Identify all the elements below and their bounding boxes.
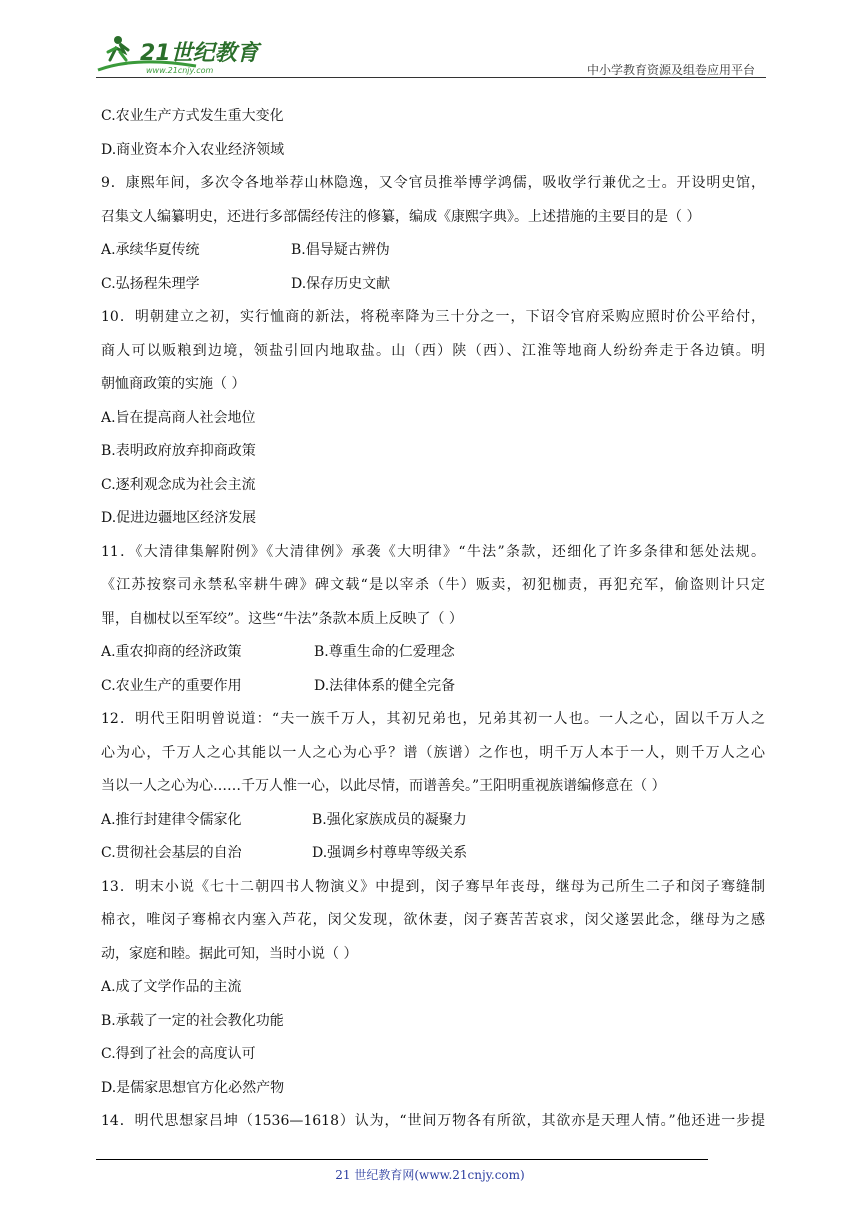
header-divider — [96, 77, 766, 78]
question-12-text: 心为心，千万人之心其能以一人之心为心乎？谱（族谱）之作也，明千万人本于一人，则千万人之心 — [101, 744, 765, 761]
option-c: C.弘扬程朱理学 — [101, 275, 200, 292]
option-a: A.旨在提高商人社会地位 — [101, 409, 256, 426]
option-b: B.倡导疑古辨伪 — [291, 242, 390, 258]
option-a: A.成了文学作品的主流 — [101, 979, 242, 995]
option-a: A.推行封建律令儒家化 — [101, 811, 242, 828]
question-12-options-row — [101, 804, 765, 838]
question-10-text: 10．明朝建立之初，实行恤商的新法，将税率降为三十分之一，下诏令官府采购应照时价公平给付， — [101, 309, 765, 325]
option-d: D.法律体系的健全完备 — [314, 677, 456, 694]
footer-source: 21 世纪教育网(www.21cnjy.com) — [335, 1168, 525, 1182]
svg-text:21世纪教育: 21世纪教育 — [140, 41, 259, 66]
footer-divider — [96, 1159, 708, 1160]
question-11-text: 11．《大清律集解附例》《大清律例》承袭《大明律》“牛法”条款，还细化了许多条律和惩处法规。 — [101, 543, 765, 560]
option-d: D.保存历史文献 — [291, 275, 391, 292]
question-11-text: 罪，自枷杖以至军绞”。这些“牛法”条款本质上反映了（ ） — [101, 610, 463, 627]
question-12-text: 12．明代王阳明曾说道：“夫一族千万人，其初兄弟也，兄弟其初一人也。一人之心，固以千万人之 — [101, 711, 765, 727]
option-a: A.重农抑商的经济政策 — [101, 644, 242, 660]
option-b: B.强化家族成员的凝聚力 — [312, 811, 467, 828]
question-10-text: 商人可以贩粮到边境，领盐引回内地取盐。山（西）陕（西）、江淮等地商人纷纷奔走于各边镇。明 — [101, 342, 765, 359]
option-d: D.是儒家思想官方化必然产物 — [101, 1079, 285, 1096]
question-13-text: 动，家庭和睦。据此可知，当时小说（ ） — [101, 945, 358, 962]
option-c: C.逐利观念成为社会主流 — [101, 476, 256, 493]
option-d: D.强调乡村尊卑等级关系 — [312, 845, 468, 861]
option-c: C.得到了社会的高度认可 — [101, 1046, 256, 1062]
option-b: B.承载了一定的社会教化功能 — [101, 1012, 284, 1029]
question-11-text: 《江苏按察司永禁私宰耕牛碑》碑文载“是以宰杀（牛）贩卖，初犯枷责，再犯充军，偷盗则计只定 — [101, 577, 765, 593]
question-12-options-row — [101, 837, 765, 871]
option-b: B.尊重生命的仁爱理念 — [314, 644, 455, 660]
page-header — [0, 0, 860, 80]
option-d: D.促进边疆地区经济发展 — [101, 510, 257, 526]
option-a: A.承续华夏传统 — [101, 242, 200, 258]
question-12-text: 当以一人之心为心……千万人惟一心，以此尽情，而谱善矣。”王阳明重视族谱编修意在（ ） — [101, 778, 666, 794]
svg-text:www.21cnjy.com: www.21cnjy.com — [146, 66, 214, 75]
question-13-text: 13．明末小说《七十二朝四书人物演义》中提到，闵子骞早年丧母，继母为己所生二子和闵子骞缝制 — [101, 878, 765, 895]
question-13-text: 棉衣，唯闵子骞棉衣内塞入芦花，闵父发现，欲休妻，闵子赛苦苦哀求，闵父遂罢此念，继母为之感 — [101, 912, 765, 928]
document-body — [101, 100, 765, 1139]
platform-name: 中小学教育资源及组卷应用平台 — [586, 63, 755, 77]
option-line: C.农业生产方式发生重大变化 — [101, 108, 284, 124]
question-9-text: 召集文人编纂明史，还进行多部儒经传注的修纂，编成《康熙字典》。上述措施的主要目的是（ ） — [101, 208, 701, 225]
option-c: C.农业生产的重要作用 — [101, 677, 242, 694]
question-10-text: 朝恤商政策的实施（ ） — [101, 376, 246, 392]
question-9-text: 9．康熙年间，多次令各地举荐山林隐逸，又令官员推举博学鸿儒，吸收学行兼优之士。开设明史馆， — [101, 175, 765, 191]
question-14-text: 14．明代思想家吕坤（1536—1618）认为，“世间万物各有所欲，其欲亦是天理人情。”他还进一步提 — [101, 1113, 765, 1129]
question-11-options-row — [101, 670, 765, 704]
question-9-options-row — [101, 268, 765, 302]
option-line: D.商业资本介入农业经济领域 — [101, 141, 285, 158]
option-c: C.贯彻社会基层的自治 — [101, 845, 242, 861]
site-logo — [96, 30, 266, 78]
option-b: B.表明政府放弃抑商政策 — [101, 443, 256, 459]
question-11-options-row — [101, 636, 765, 670]
question-9-options-row — [101, 234, 765, 268]
